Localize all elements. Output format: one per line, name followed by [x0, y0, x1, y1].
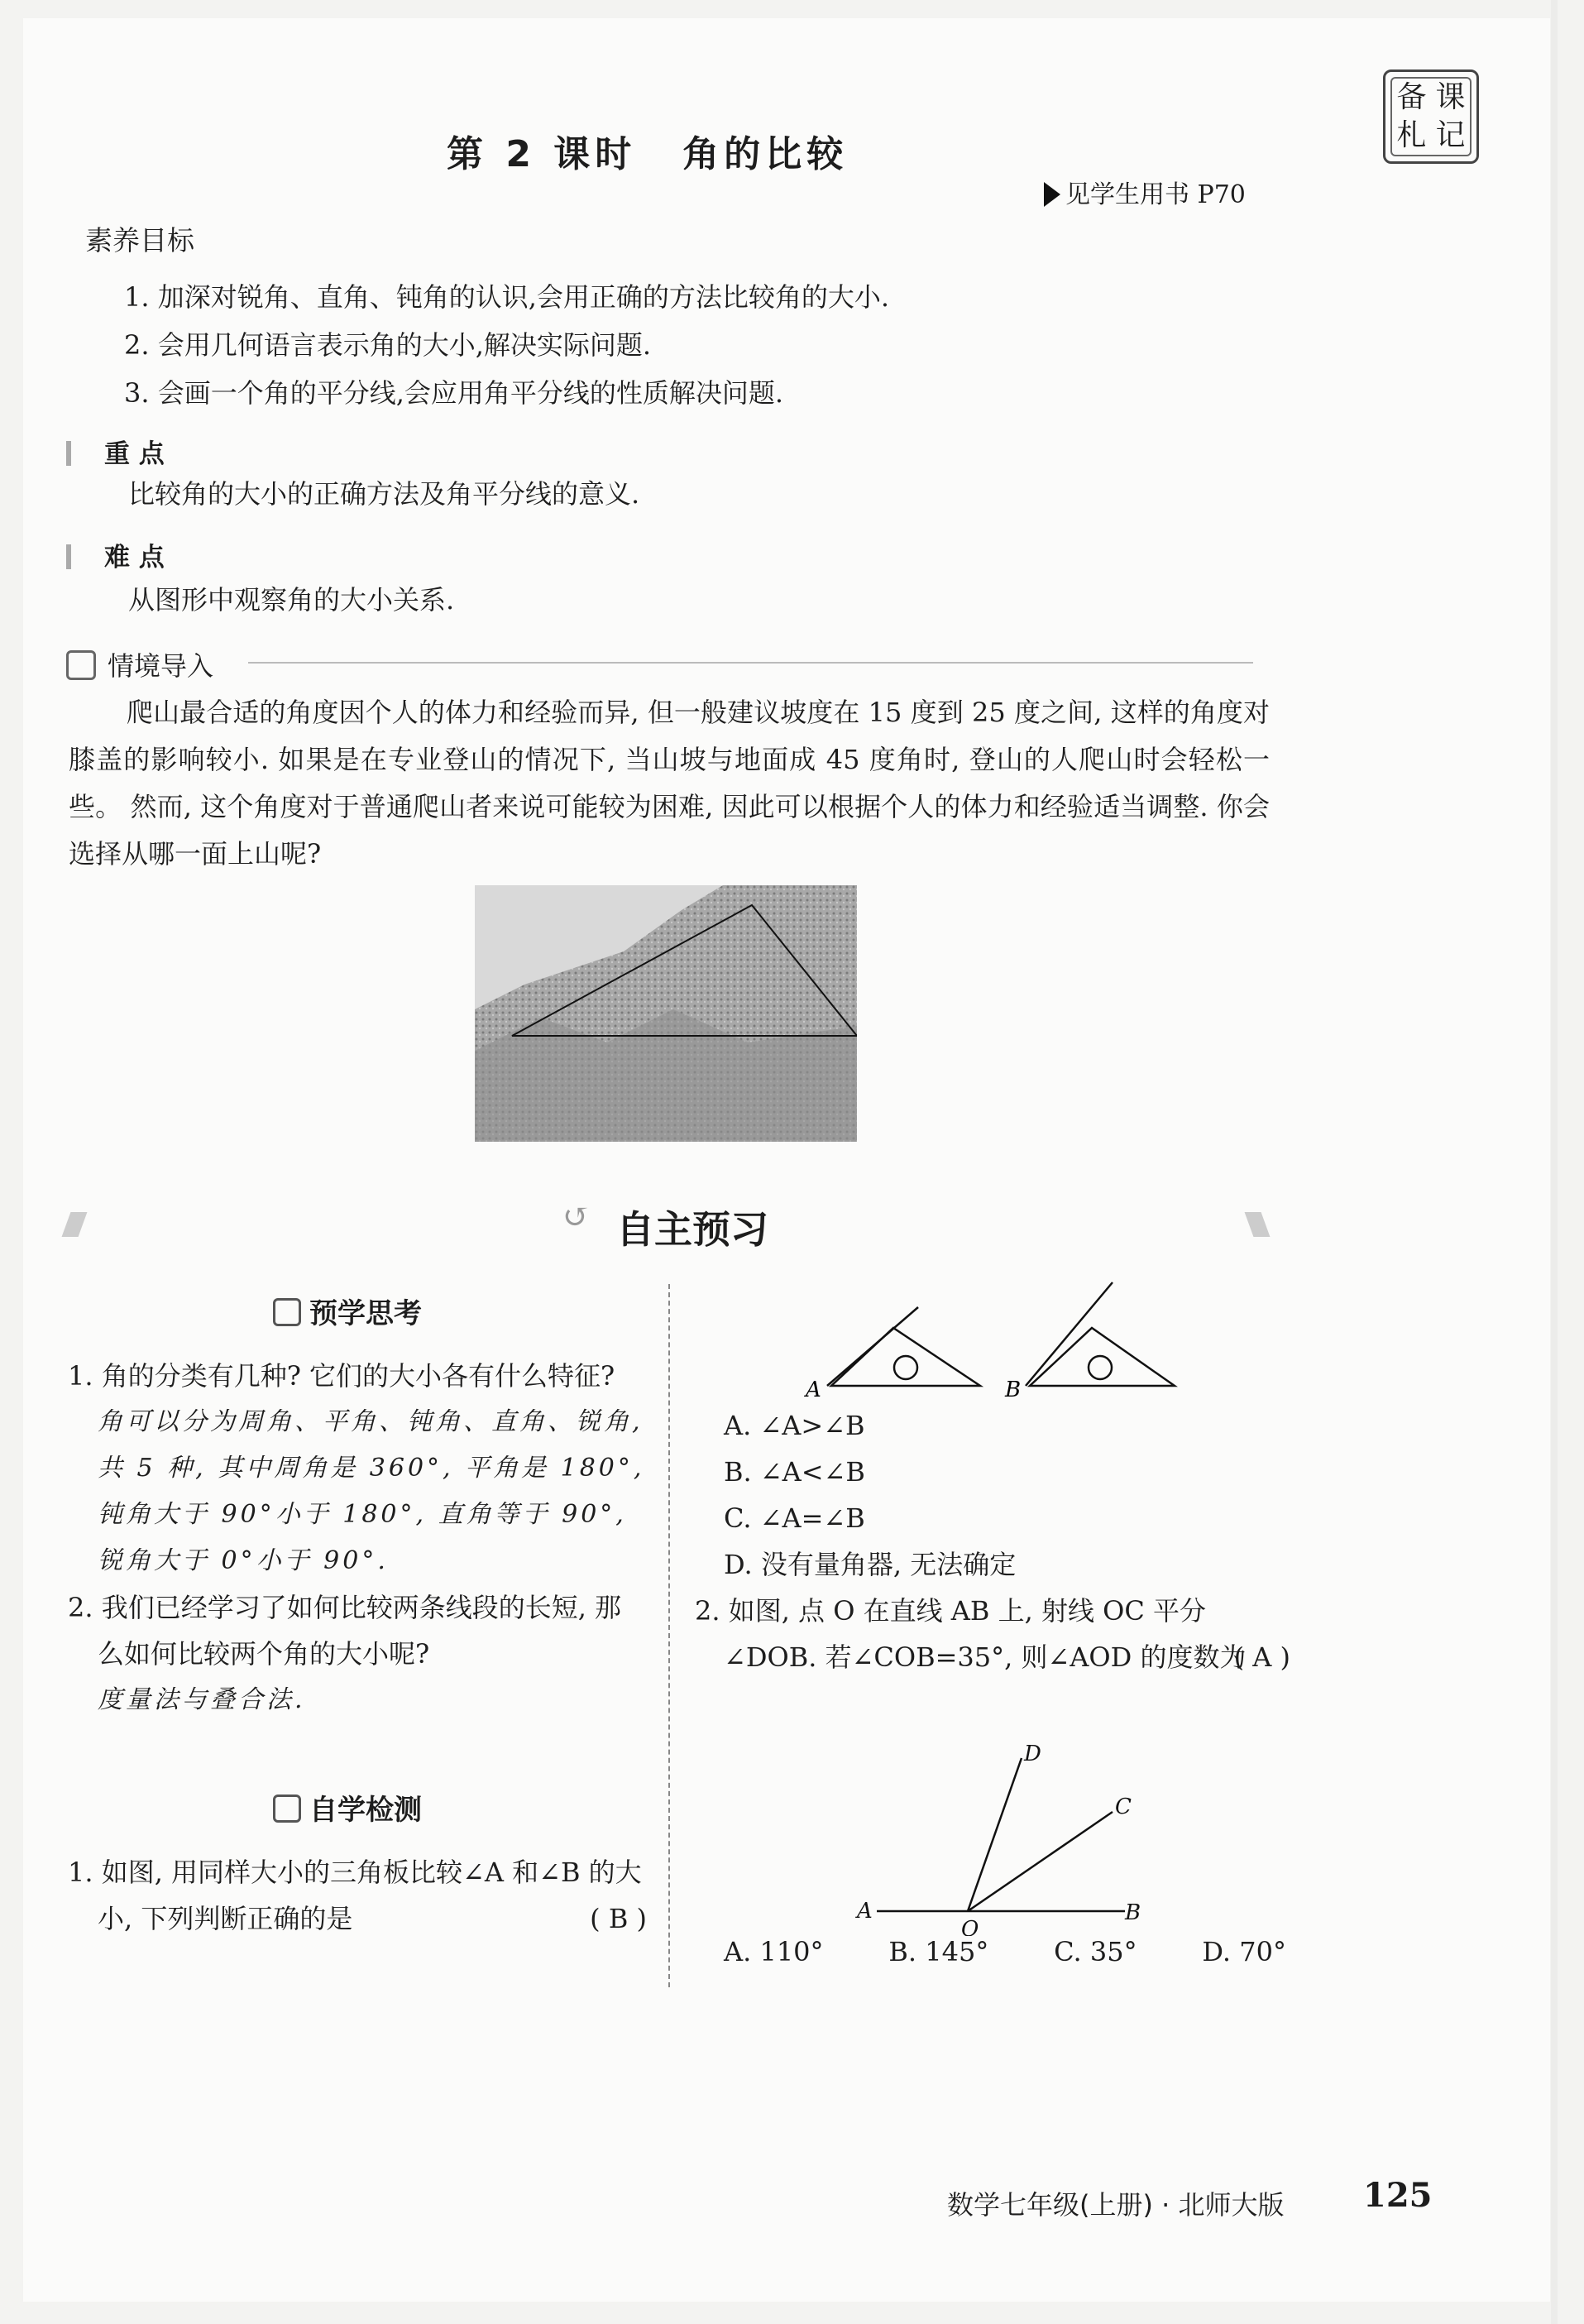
selfcheck-q1: 1. 如图, 用同样大小的三角板比较∠A 和∠B 的大小, 下列判断正确的是 ( B )	[68, 1849, 647, 1942]
prestudy-heading: 预学思考	[273, 1291, 422, 1331]
selfcheck-q1-options	[695, 1402, 1290, 1680]
key-point-heading: 重 点	[66, 433, 165, 470]
q1-option: A. ∠A>∠B	[724, 1410, 865, 1441]
fig2-label-d: D	[1024, 1742, 1041, 1766]
q1-option: D. 没有量角器, 无法确定	[724, 1549, 1017, 1580]
q1-option: B. ∠A<∠B	[724, 1456, 865, 1488]
fig2-label-b: B	[1125, 1900, 1141, 1925]
goal-item: 2. 会用几何语言表示角的大小,解决实际问题.	[124, 329, 652, 361]
lesson-title: 第 2 课时 角的比较	[447, 133, 849, 175]
student-book-reference: 见学生用书 P70	[1044, 174, 1246, 210]
goal-item: 3. 会画一个角的平分线,会应用角平分线的性质解决问题.	[124, 377, 784, 409]
intro-heading: 情境导入	[66, 645, 213, 683]
q2-options	[724, 1936, 1286, 1967]
q2-option: A. 110°	[724, 1936, 824, 1967]
q2-option: B. 145°	[888, 1936, 989, 1967]
prestudy-block	[68, 1353, 647, 1723]
notes-seal: 备 课 札 记	[1383, 69, 1479, 164]
q2-answer: ( A )	[1233, 1641, 1290, 1673]
prestudy-icon	[273, 1298, 301, 1326]
book-footer: 数学七年级(上册) · 北师大版	[947, 2189, 1285, 2221]
page-edge	[1551, 0, 1558, 2324]
goal-item: 1. 加深对锐角、直角、钝角的认识,会用正确的方法比较角的大小.	[124, 281, 890, 313]
page-number: 125	[1363, 2176, 1433, 2215]
difficulty-text: 从图形中观察角的大小关系.	[128, 584, 455, 616]
book-icon	[66, 650, 96, 680]
angle-figure	[852, 1737, 1150, 1936]
selfcheck-q2: 2. 如图, 点 O 在直线 AB 上, 射线 OC 平分∠DOB. 若∠COB=35°, 则∠AOD 的度数为 ( A )	[695, 1588, 1290, 1680]
fig2-label-o: O	[961, 1917, 979, 1936]
fig2-label-c: C	[1115, 1795, 1132, 1819]
checklist-icon	[273, 1795, 301, 1823]
q2-option: D. 70°	[1202, 1936, 1286, 1967]
triangle-figure	[794, 1278, 1191, 1402]
fig1-label-b: B	[1005, 1378, 1022, 1402]
goals-list	[124, 273, 1282, 417]
difficulty-heading: 难 点	[66, 536, 165, 573]
goals-heading: 素养目标	[85, 224, 194, 256]
fig1-label-a: A	[806, 1378, 821, 1402]
prestudy-a1: 角可以分为周角、平角、钝角、直角、锐角, 共 5 种, 其中周角是 360°, 平角是 180°, 钝角大于 90°小于 180°, 直角等于 90°, 锐角大于 0°小于 90°.	[98, 1407, 645, 1575]
intro-divider	[248, 662, 1253, 664]
q1-answer: ( B )	[590, 1903, 647, 1934]
prestudy-q2: 2. 我们已经学习了如何比较两条线段的长短, 那么如何比较两个角的大小呢?	[68, 1592, 622, 1670]
prestudy-a2: 度量法与叠合法.	[98, 1685, 306, 1714]
intro-paragraph: 爬山最合适的角度因个人的体力和经验而异, 但一般建议坡度在 15 度到 25 度之间, 这样的角度对膝盖的影响较小. 如果是在专业登山的情况下, 当山坡与地面成 45 度角时, 登山的人爬山时会轻松一些。 然而, 这个角度对于普通爬山者来说可能较为困难, 因此可以根据个人的体力和经验适当调整. 你会选择从哪一面上山呢?	[69, 697, 1270, 870]
q2-option: C. 35°	[1054, 1936, 1137, 1967]
fig2-label-a: A	[857, 1899, 873, 1924]
column-divider	[668, 1284, 672, 1987]
section-swirl-icon: ↺	[562, 1198, 591, 1236]
mountain-photo	[475, 885, 857, 1142]
triangle-marker-icon	[1044, 182, 1060, 207]
section-title: 自主预习	[616, 1207, 768, 1252]
key-point-text: 比较角的大小的正确方法及角平分线的意义.	[128, 478, 640, 510]
selfcheck-heading: 自学检测	[273, 1787, 422, 1828]
prestudy-q1: 1. 角的分类有几种? 它们的大小各有什么特征?	[68, 1360, 615, 1392]
q1-option: C. ∠A=∠B	[724, 1502, 865, 1534]
